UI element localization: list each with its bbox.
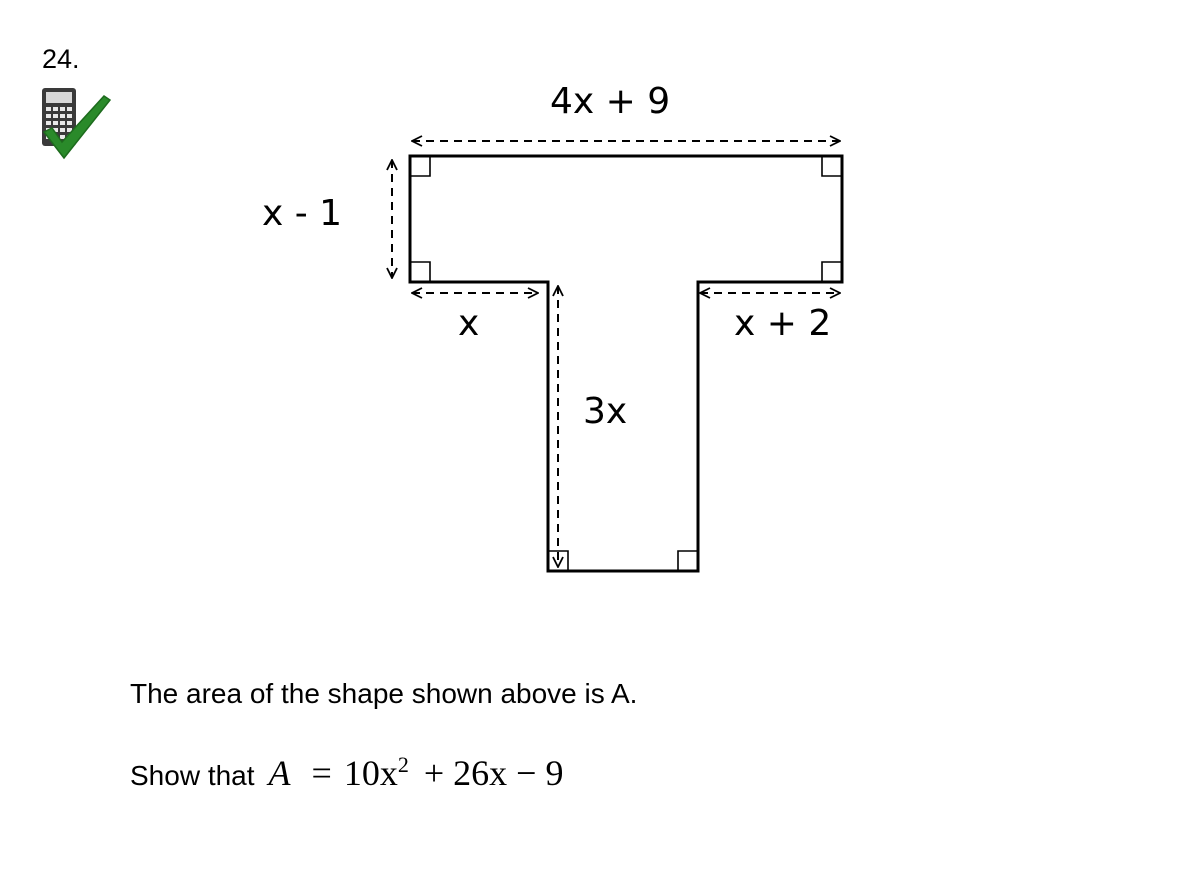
formula-rest: + 26x − 9	[423, 753, 564, 793]
show-that-line	[130, 752, 563, 794]
label-left-height: x - 1	[262, 193, 343, 234]
formula-equals: =	[311, 753, 332, 793]
question-number: 24.	[42, 44, 80, 74]
t-shape-outline	[410, 156, 842, 571]
formula-lhs: A	[268, 753, 291, 793]
formula-coef: 10x	[343, 753, 398, 793]
right-angle-markers	[410, 156, 842, 571]
formula-exponent: 2	[397, 752, 409, 777]
label-top-width: 4x + 9	[550, 81, 671, 122]
label-stem-height: 3x	[583, 391, 628, 432]
show-that-text: Show that	[130, 760, 255, 791]
label-right-arm: x + 2	[734, 303, 832, 344]
area-formula	[269, 752, 564, 794]
area-statement: The area of the shape shown above is A.	[130, 678, 638, 709]
label-left-arm: x	[458, 303, 480, 344]
